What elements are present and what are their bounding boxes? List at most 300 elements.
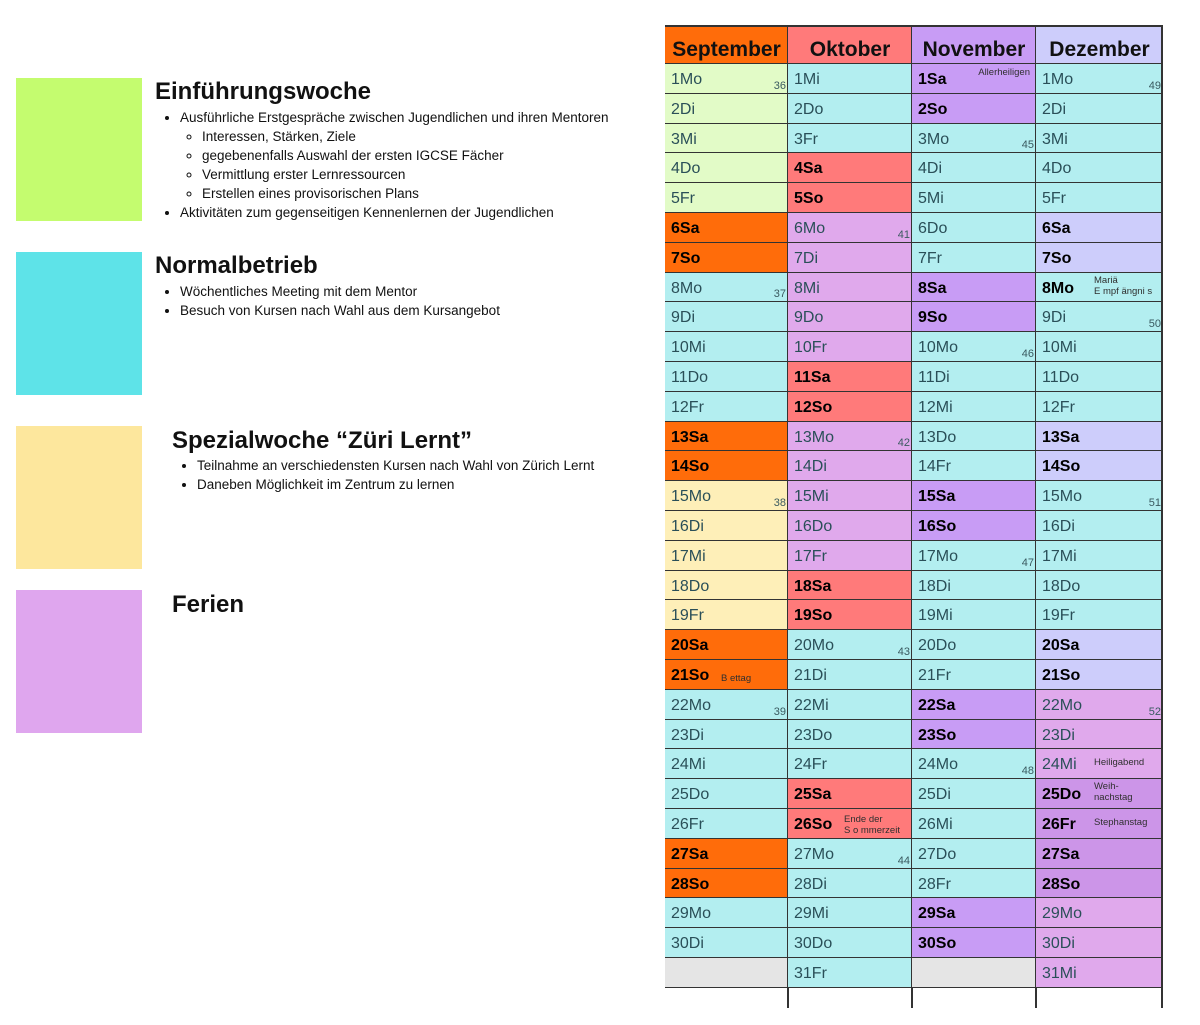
day-cell [912,869,1036,899]
day-label: 24Mo [918,756,959,774]
day-label: 11Do [671,369,709,386]
day-label: 5Mi [918,190,944,208]
month-header: September [665,25,788,64]
day-cell [1036,869,1163,899]
month-header: Oktober [788,25,912,64]
day-label: 4Do [1042,160,1072,178]
month-column-oktober [788,25,912,1008]
day-label: 29Mo [671,905,712,923]
day-label: 4Di [918,160,943,178]
day-cell [912,630,1036,660]
list-item: • Besuch von Kursen nach Wahl aus dem Kursangebot [180,301,500,320]
day-cell [665,898,788,928]
day-label: 9Do [794,309,824,327]
day-label: 7So [1042,249,1072,267]
day-label: 16Di [671,518,704,535]
day-cell [1036,958,1163,988]
section-title-einfuehrungswoche: Einführungswoche [155,78,371,105]
day-cell [788,332,912,362]
day-label: 1Mo [671,71,703,88]
day-cell [1036,541,1163,571]
day-label: 27Sa [671,845,709,863]
swatch-einfuehrungswoche [16,78,142,221]
day-cell [665,511,788,541]
day-cell [912,928,1036,958]
week-number: 49 [1148,79,1161,92]
day-label: 13Sa [671,428,709,446]
day-cell [788,64,912,94]
day-cell [788,809,912,839]
sub-list-item: ◦ Erstellen eines provisorischen Plans [202,184,609,203]
day-cell [1036,332,1163,362]
list-item: • Aktivitäten zum gegenseitigen Kennenlernen der Jugendlichen [180,203,609,222]
day-label: 29Mo [1042,905,1083,923]
day-label: 19Fr [671,607,704,625]
day-cell [912,571,1036,601]
day-cell [1036,273,1163,303]
day-cell [912,332,1036,362]
day-label: 16Di [1042,518,1075,535]
day-label: 7Di [794,249,819,267]
day-label: 20Sa [1042,637,1080,655]
day-note: Mariä E mpf ängni s [1094,274,1153,297]
day-label: 29Mi [794,905,829,923]
day-label: 11Di [918,369,950,386]
day-label: 11Do [1042,369,1080,386]
day-cell [912,541,1036,571]
day-note: B ettag [721,673,752,684]
day-cell [912,362,1036,392]
day-label: 10Mi [1042,339,1077,357]
day-label: 18Do [671,577,710,595]
day-cell [665,243,788,273]
day-cell [1036,809,1163,839]
day-cell [788,571,912,601]
day-cell [788,720,912,750]
day-label: 8Sa [918,279,947,297]
day-cell [665,422,788,452]
day-cell [912,898,1036,928]
day-cell [1036,124,1163,154]
day-label: 21So [1042,667,1081,684]
section-title-spezialwoche: Spezialwoche “Züri Lernt” [172,427,473,454]
week-number: 51 [1148,496,1161,509]
day-label: 30So [918,935,957,953]
swatch-normalbetrieb [16,252,142,395]
day-note: Heiligabend [1094,757,1145,769]
day-label: 27Mo [794,845,835,863]
day-cell [788,869,912,899]
day-cell [665,600,788,630]
day-cell [665,362,788,392]
day-note: Ende der S o mmerzeit [844,814,900,836]
week-number: 47 [1021,556,1034,569]
day-label: 6Sa [671,220,700,237]
week-number: 52 [1148,705,1161,718]
day-label: 13Do [918,428,957,446]
day-label: 30Do [794,935,833,953]
day-label: 14So [671,458,710,476]
day-cell [1036,422,1163,452]
day-label: 10Mi [671,339,706,357]
day-label: 9Di [671,309,696,327]
day-label: 18Di [918,577,951,595]
week-number: 41 [897,228,910,241]
day-label: 5Fr [671,190,695,208]
day-cell [1036,392,1163,422]
day-cell [788,779,912,809]
section-list-spezialwoche [177,456,594,494]
day-label: 12So [794,398,833,416]
day-label: 27Do [918,845,957,863]
day-label: 3Fr [794,130,818,148]
day-label: 24Mi [1042,756,1077,774]
day-label: 8Mo [1042,279,1074,297]
day-note: Stephanstag [1094,817,1148,828]
day-cell [788,302,912,332]
day-label: 7Fr [918,249,942,267]
day-cell [912,183,1036,213]
sub-list-item: ◦ Interessen, Stärken, Ziele [202,127,609,146]
day-note: Weih- nachstag [1094,781,1133,804]
day-cell [665,630,788,660]
day-label: 12Fr [671,398,704,416]
day-cell [1036,243,1163,273]
day-cell [665,302,788,332]
day-cell [912,600,1036,630]
day-label: 4Do [671,160,701,178]
day-label: 20Mo [794,637,835,655]
day-cell [912,94,1036,124]
day-cell [1036,481,1163,511]
day-cell [788,898,912,928]
day-label: 14So [1042,458,1081,476]
day-cell [788,362,912,392]
day-label: 31Mi [1042,965,1077,982]
section-list-normalbetrieb [160,282,500,320]
day-cell [665,779,788,809]
day-cell [1036,362,1163,392]
day-label: 17Fr [794,547,827,565]
day-label: 22Mo [1042,696,1083,714]
day-label: 12Mi [918,398,953,416]
day-label: 20Do [918,637,957,655]
day-label: 26Fr [1042,816,1076,833]
day-cell [1036,183,1163,213]
day-label: 23Di [671,726,704,744]
day-label: 17Mo [918,547,959,565]
day-cell [1036,690,1163,720]
week-number: 43 [897,645,910,658]
day-label: 2Di [1042,100,1067,118]
week-number: 48 [1021,765,1034,778]
day-cell [665,690,788,720]
day-cell [912,273,1036,303]
day-cell [1036,630,1163,660]
day-label: 15Mi [794,488,829,506]
day-label: 13Mo [794,428,835,446]
calendar [665,25,1163,1008]
day-cell [912,660,1036,690]
day-cell [665,64,788,94]
day-cell [788,183,912,213]
day-label: 13Sa [1042,428,1080,446]
day-label: 10Fr [794,339,827,357]
month-header: November [912,25,1036,64]
day-cell [1036,451,1163,481]
day-cell [912,392,1036,422]
day-cell [665,571,788,601]
sub-list-item: ◦ Vermittlung erster Lernressourcen [202,165,609,184]
day-cell [665,183,788,213]
day-cell [665,153,788,183]
day-cell [1036,571,1163,601]
day-cell [912,779,1036,809]
month-column-september [665,25,788,1008]
calendar-top-border [665,25,1163,27]
day-label: 1Mi [794,71,820,88]
month-column-november [912,25,1036,1008]
day-label: 8Mi [794,279,820,297]
week-number: 44 [897,854,910,867]
day-label: 2Do [794,100,824,118]
day-cell [665,213,788,243]
day-label: 11Sa [794,369,831,386]
month-header: Dezember [1036,25,1163,64]
day-cell [912,749,1036,779]
day-label: 15Mo [1042,488,1083,506]
day-cell [788,749,912,779]
day-label: 2Di [671,100,696,118]
list-item: • Teilnahme an verschiedensten Kursen nach Wahl von Zürich Lernt [197,456,594,475]
day-cell [665,124,788,154]
day-cell [665,869,788,899]
day-cell [1036,94,1163,124]
day-label: 26Fr [671,816,704,833]
day-cell [788,273,912,303]
day-cell [788,541,912,571]
day-label: 28Di [794,875,827,893]
day-label: 31Fr [794,965,827,982]
swatch-spezialwoche [16,426,142,569]
day-label: 29Sa [918,905,956,923]
list-item-text: Ausführliche Erstgespräche zwischen Jugendlichen und ihren Mentoren [180,110,609,125]
month-column-dezember [1036,25,1163,1008]
day-label: 3Mi [1042,130,1068,148]
list-item: • Daneben Möglichkeit im Zentrum zu lernen [197,475,594,494]
day-label: 28So [671,875,710,893]
day-label: 16Do [794,518,833,535]
day-cell [665,541,788,571]
day-label: 21So [671,667,710,684]
day-label: 12Fr [1042,398,1075,416]
day-label: 7So [671,249,701,267]
day-cell [912,958,1036,988]
day-cell [665,451,788,481]
day-cell [665,392,788,422]
week-number: 42 [897,437,910,450]
day-cell [1036,749,1163,779]
day-cell [912,422,1036,452]
day-cell [788,511,912,541]
day-label: 19Fr [1042,607,1075,625]
calendar-right-border [1161,25,1163,1008]
day-cell [665,481,788,511]
day-label: 9Di [1042,309,1067,327]
day-cell [788,451,912,481]
day-cell [1036,898,1163,928]
day-cell [788,94,912,124]
day-cell [912,124,1036,154]
day-cell [1036,213,1163,243]
day-label: 5Fr [1042,190,1066,208]
day-cell [1036,302,1163,332]
day-label: 25Do [671,786,710,804]
day-cell [912,451,1036,481]
day-cell [912,720,1036,750]
day-cell [788,481,912,511]
day-label: 15Mo [671,488,712,506]
day-cell [788,958,912,988]
day-label: 24Fr [794,756,827,774]
list-item: • Wöchentliches Meeting mit dem Mentor [180,282,500,301]
day-label: 3Mi [671,130,697,148]
day-cell [1036,928,1163,958]
day-label: 21Di [794,667,827,684]
day-label: 30Di [671,935,704,953]
day-cell [788,600,912,630]
week-number: 38 [773,496,786,509]
day-label: 4Sa [794,160,823,178]
day-label: 6Mo [794,220,826,237]
day-label: 6Sa [1042,220,1071,237]
day-label: 25Sa [794,786,832,804]
day-label: 5So [794,190,824,208]
day-note: Allerheiligen [978,67,1030,78]
day-cell [912,809,1036,839]
day-label: 16So [918,518,957,535]
day-cell [788,928,912,958]
day-cell [788,124,912,154]
day-cell [912,153,1036,183]
week-number: 46 [1021,347,1034,360]
day-cell [665,720,788,750]
week-number: 37 [773,288,786,301]
day-label: 15Sa [918,488,956,506]
day-cell [788,213,912,243]
day-cell [1036,720,1163,750]
day-label: 22Mi [794,696,829,714]
day-cell [1036,64,1163,94]
week-number: 50 [1148,318,1161,331]
day-label: 14Di [794,458,827,476]
day-label: 17Mi [1042,547,1077,565]
day-label: 14Fr [918,458,951,476]
day-cell [1036,600,1163,630]
day-cell [1036,660,1163,690]
day-cell [1036,153,1163,183]
week-number: 36 [773,79,786,92]
day-label: 18Do [1042,577,1081,595]
day-label: 1Mo [1042,71,1074,88]
day-label: 28So [1042,875,1081,893]
section-list-einfuehrungswoche [160,108,609,222]
day-cell [1036,839,1163,869]
day-cell [788,630,912,660]
day-label: 25Di [918,786,951,804]
day-label: 30Di [1042,935,1075,953]
day-label: 8Mo [671,279,703,297]
day-cell [788,153,912,183]
list-item [180,108,609,203]
day-cell [665,94,788,124]
day-cell [912,213,1036,243]
day-cell [665,928,788,958]
day-cell [665,332,788,362]
day-label: 23Do [794,726,833,744]
day-label: 10Mo [918,339,959,357]
section-title-ferien: Ferien [172,591,245,618]
day-label: 26So [794,816,833,833]
day-label: 1Sa [918,71,947,88]
day-label: 6Do [918,220,948,237]
day-cell [665,660,788,690]
day-label: 20Sa [671,637,709,655]
day-cell [912,481,1036,511]
day-label: 18Sa [794,577,832,595]
day-cell [788,243,912,273]
day-cell [912,839,1036,869]
day-label: 28Fr [918,875,951,893]
day-cell [912,64,1036,94]
day-label: 17Mi [671,547,706,565]
day-label: 22Mo [671,696,712,714]
section-title-normalbetrieb: Normalbetrieb [155,252,318,279]
day-cell [788,392,912,422]
day-label: 21Fr [918,667,951,684]
day-cell [912,690,1036,720]
day-label: 23Di [1042,726,1075,744]
day-label: 22Sa [918,696,956,714]
day-cell [665,749,788,779]
day-cell [665,809,788,839]
day-cell [912,302,1036,332]
day-label: 19Mi [918,607,953,625]
day-cell [1036,779,1163,809]
day-cell [912,511,1036,541]
sub-list-item: ◦ gegebenenfalls Auswahl der ersten IGCSE Fächer [202,146,609,165]
day-label: 23So [918,726,957,744]
day-label: 24Mi [671,756,706,774]
day-label: 2So [918,100,948,118]
day-label: 27Sa [1042,845,1080,863]
day-cell [788,690,912,720]
day-label: 9So [918,309,948,327]
day-label: 3Mo [918,130,950,148]
day-cell [665,273,788,303]
day-cell [665,839,788,869]
day-label: 25Do [1042,786,1082,804]
day-cell [1036,511,1163,541]
week-number: 45 [1021,139,1034,152]
day-cell [788,660,912,690]
swatch-ferien [16,590,142,733]
day-cell [665,958,788,988]
day-label: 19So [794,607,833,625]
week-number: 39 [773,705,786,718]
day-cell [788,839,912,869]
day-label: 26Mi [918,816,953,833]
